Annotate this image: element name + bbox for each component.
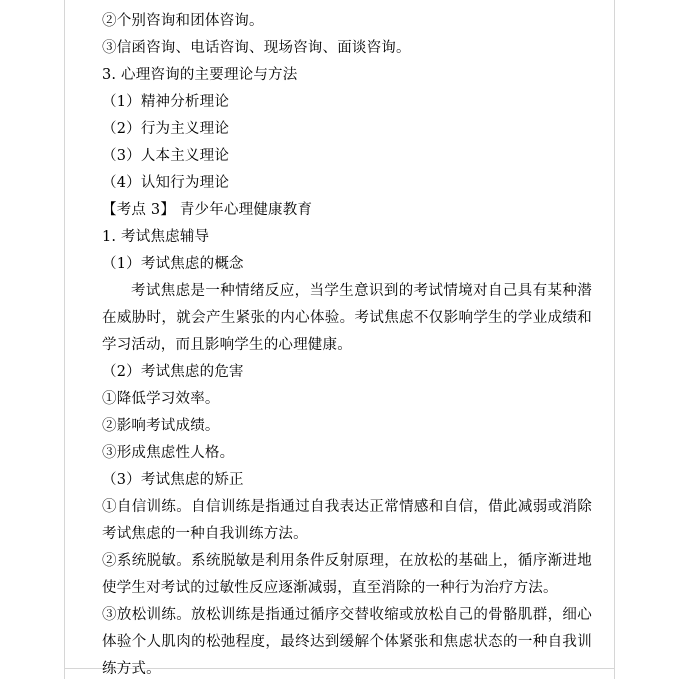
subsection-heading: （3）考试焦虑的矫正 [102,472,244,488]
list-item: （4）认知行为理论 [102,175,230,191]
paragraph: ①自信训练。自信训练是指通过自我表达正常情感和自信，借此减弱或消除考试焦虑的一种自我训练方法。 [102,499,592,542]
list-item: （1）精神分析理论 [102,94,230,110]
subsection-heading: （1）考试焦虑的概念 [102,256,244,272]
document-body [102,8,592,683]
section-heading: 3. 心理咨询的主要理论与方法 [102,67,298,83]
list-item: ③信函咨询、电话咨询、现场咨询、面谈咨询。 [102,40,411,56]
list-item: （3）人本主义理论 [102,148,230,164]
paragraph: 考试焦虑是一种情绪反应，当学生意识到的考试情境对自己具有某种潜在威胁时，就会产生紧张的内心体验。考试焦虑不仅影响学生的学业成绩和学习活动，而且影响学生的心理健康。 [102,283,592,353]
list-item: （2）行为主义理论 [102,121,230,137]
list-item: ①降低学习效率。 [102,391,220,407]
list-item: ②个别咨询和团体咨询。 [102,13,264,29]
page-margin-right-rule [614,0,615,679]
section-heading: 1. 考试焦虑辅导 [102,229,210,245]
subsection-heading: （2）考试焦虑的危害 [102,364,244,380]
topic-heading: 【考点 3】 青少年心理健康教育 [102,202,313,218]
list-item: ③形成焦虑性人格。 [102,445,235,461]
list-item: ②影响考试成绩。 [102,418,220,434]
paragraph: ③放松训练。放松训练是指通过循序交替收缩或放松自己的骨骼肌群，细心体验个人肌肉的松弛程度，最终达到缓解个体紧张和焦虑状态的一种自我训练方式。 [102,607,592,677]
page-margin-left-rule [64,0,65,679]
paragraph: ②系统脱敏。系统脱敏是利用条件反射原理，在放松的基础上，循序渐进地使学生对考试的过敏性反应逐渐减弱，直至消除的一种行为治疗方法。 [102,553,592,596]
